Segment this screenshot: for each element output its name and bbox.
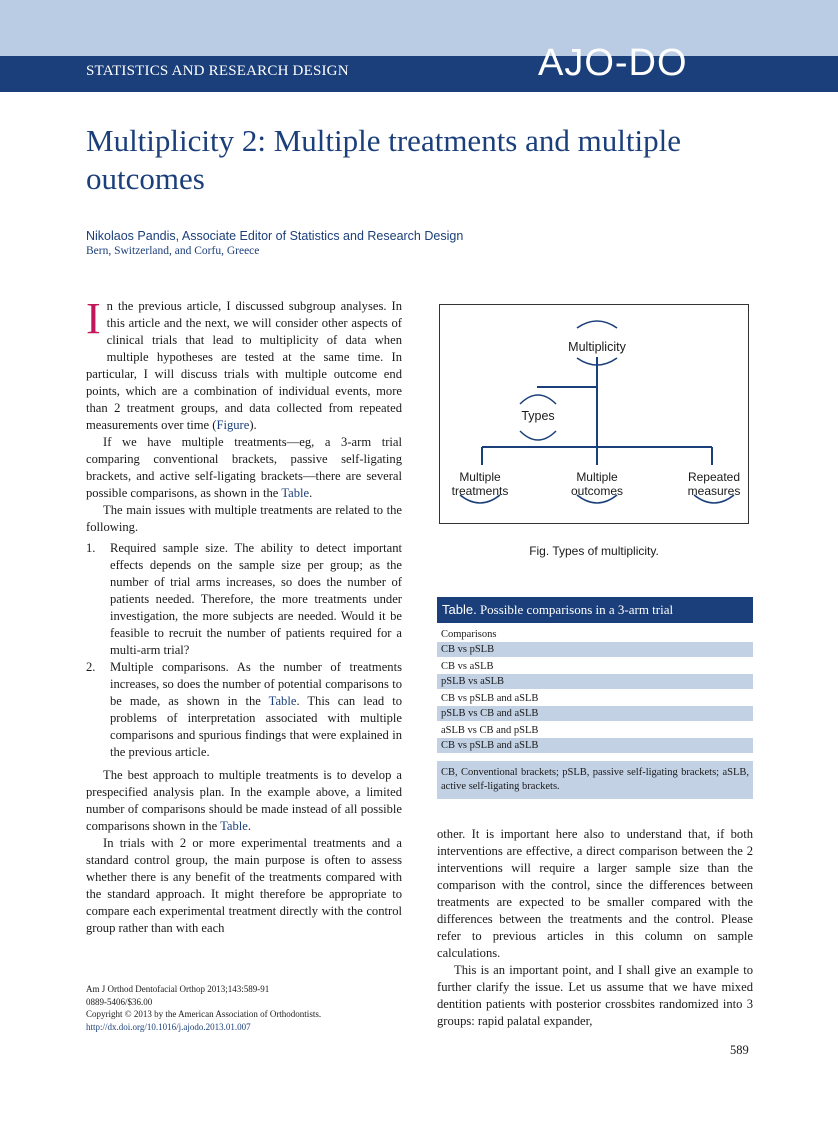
- page-number: 589: [730, 1043, 749, 1057]
- drop-cap: I: [86, 294, 101, 343]
- table-link[interactable]: Table: [220, 819, 248, 833]
- node-multiplicity: Multiplicity: [568, 340, 626, 354]
- paragraph-issues: The main issues with multiple treatments are related to the following.: [86, 503, 402, 534]
- node-multiple-treatments-l2: treatments: [451, 484, 509, 498]
- left-column: [86, 294, 402, 937]
- paragraph-control-group: In trials with 2 or more experimental treatments and a standard control group, the main purpose is often to assess whether there is any benefit of the treatments compared with the standard approach. It might therefore be appropriate to compare each experimental treatment directly with the control group rather than with each: [86, 836, 402, 935]
- node-repeated-measures-l2: measures: [687, 484, 741, 498]
- node-multiple-outcomes-l2: outcomes: [570, 484, 624, 498]
- figure-caption-label: Fig.: [529, 544, 550, 558]
- table-row: aSLB vs CB and pSLB: [441, 725, 539, 736]
- doi-link[interactable]: http://dx.doi.org/10.1016/j.ajodo.2013.01.007: [86, 1021, 251, 1032]
- header-band: [0, 0, 838, 56]
- table-row: CB vs pSLB and aSLB: [437, 738, 753, 753]
- right-column: [437, 826, 753, 1030]
- node-repeated-measures-l1: Repeated: [687, 470, 741, 484]
- table-row: CB vs aSLB: [441, 661, 494, 672]
- figure-caption-text: Types of multiplicity.: [552, 544, 659, 558]
- author-location: Bern, Switzerland, and Corfu, Greece: [86, 245, 260, 257]
- list-item: 2. Multiple comparisons. As the number of treatments increases, so does the number of potential comparisons to be made, as shown in the Table. This can lead to problems of interpretation associated with multiple comparisons and spurious findings that were explained in the previous article.: [86, 660, 402, 759]
- comparisons-table: [437, 597, 753, 799]
- paragraph-best-approach: The best approach to multiple treatments is to develop a prespecified analysis plan. In the example above, a limited number of comparisons should be made instead of all possible comparisons shown in the Table.: [86, 768, 402, 833]
- paragraph-example: This is an important point, and I shall give an example to further clarify the issue. Let us assume that we have mixed dentition patients with posterior crossbites randomized into 3 groups: rapid palatal expander,: [437, 963, 753, 1028]
- types-arc-bottom: [520, 431, 556, 440]
- figure-caption: [439, 544, 749, 558]
- node-types: Types: [521, 409, 555, 423]
- copyright: Copyright © 2013 by the American Association of Orthodontists.: [86, 1009, 322, 1019]
- citation-footer: [86, 983, 321, 1033]
- journal-logo: AJO-DO: [538, 42, 688, 84]
- paragraph-multiple-treatments: If we have multiple treatments—eg, a 3-arm trial comparing conventional brackets, passive self-ligating brackets, and active self-ligating brackets—there are several possible comparisons, as shown in the Table.: [86, 435, 402, 500]
- figure-link[interactable]: Figure: [216, 418, 250, 432]
- multiplicity-tree: [440, 305, 750, 525]
- figure-diagram: [439, 304, 749, 524]
- article-title: Multiplicity 2: Multiple treatments and multiple outcomes: [86, 123, 681, 196]
- list-item: 1. Required sample size. The ability to detect important effects depends on the sample size per group; as the number of trial arms increases, so does the number of patients needed. Therefore, the more treatments under investigation, the more subjects are needed. Would it be feasible to recruit the number of patients required for a multi-arm trial?: [86, 541, 402, 657]
- author-line: Nikolaos Pandis, Associate Editor of Statistics and Research Design: [86, 229, 464, 243]
- issues-list: [86, 540, 402, 761]
- table-row: pSLB vs CB and aSLB: [437, 706, 753, 721]
- table-footnote: CB, Conventional brackets; pSLB, passive self-ligating brackets; aSLB, active self-ligating brackets.: [437, 761, 753, 799]
- table-row: pSLB vs aSLB: [437, 674, 753, 689]
- types-arc-top: [520, 395, 556, 404]
- table-column-header: Comparisons: [441, 629, 497, 640]
- issn: 0889-5406/$36.00: [86, 996, 153, 1007]
- citation: Am J Orthod Dentofacial Orthop 2013;143:589-91: [86, 984, 270, 994]
- table-link[interactable]: Table: [268, 694, 297, 708]
- table-label: Table.: [442, 602, 477, 617]
- table-title: Possible comparisons in a 3-arm trial: [479, 602, 674, 617]
- node-multiple-outcomes-l1: Multiple: [576, 470, 618, 484]
- paragraph-continuation: other. It is important here also to understand that, if both interventions are effective, a direct comparison between the 2 interventions will require a larger sample size than the comparison with the control, since the differences between treatments are expected to be smaller compared with the differences between the treatments and the control. Please refer to previous articles in this column on sample calculations.: [437, 827, 753, 960]
- paragraph-intro: In the previous article, I discussed subgroup analyses. In this article and the next, we will consider other aspects of clinical trials that lead to multiplicity of data when multiple hypotheses are tested at the same time. In particular, I will discuss trials with multiple outcome end points, which are a combination of individual events, more than 2 treatment groups, and data collected from repeated measurements over time (Figure).: [86, 294, 402, 432]
- table-row: CB vs pSLB: [437, 642, 753, 657]
- table-link[interactable]: Table: [281, 486, 310, 500]
- node-multiple-treatments-l1: Multiple: [459, 470, 501, 484]
- section-label: STATISTICS AND RESEARCH DESIGN: [86, 63, 349, 79]
- table-row: CB vs pSLB and aSLB: [441, 693, 539, 704]
- table-header: [437, 597, 753, 623]
- root-arc-top: [577, 321, 617, 328]
